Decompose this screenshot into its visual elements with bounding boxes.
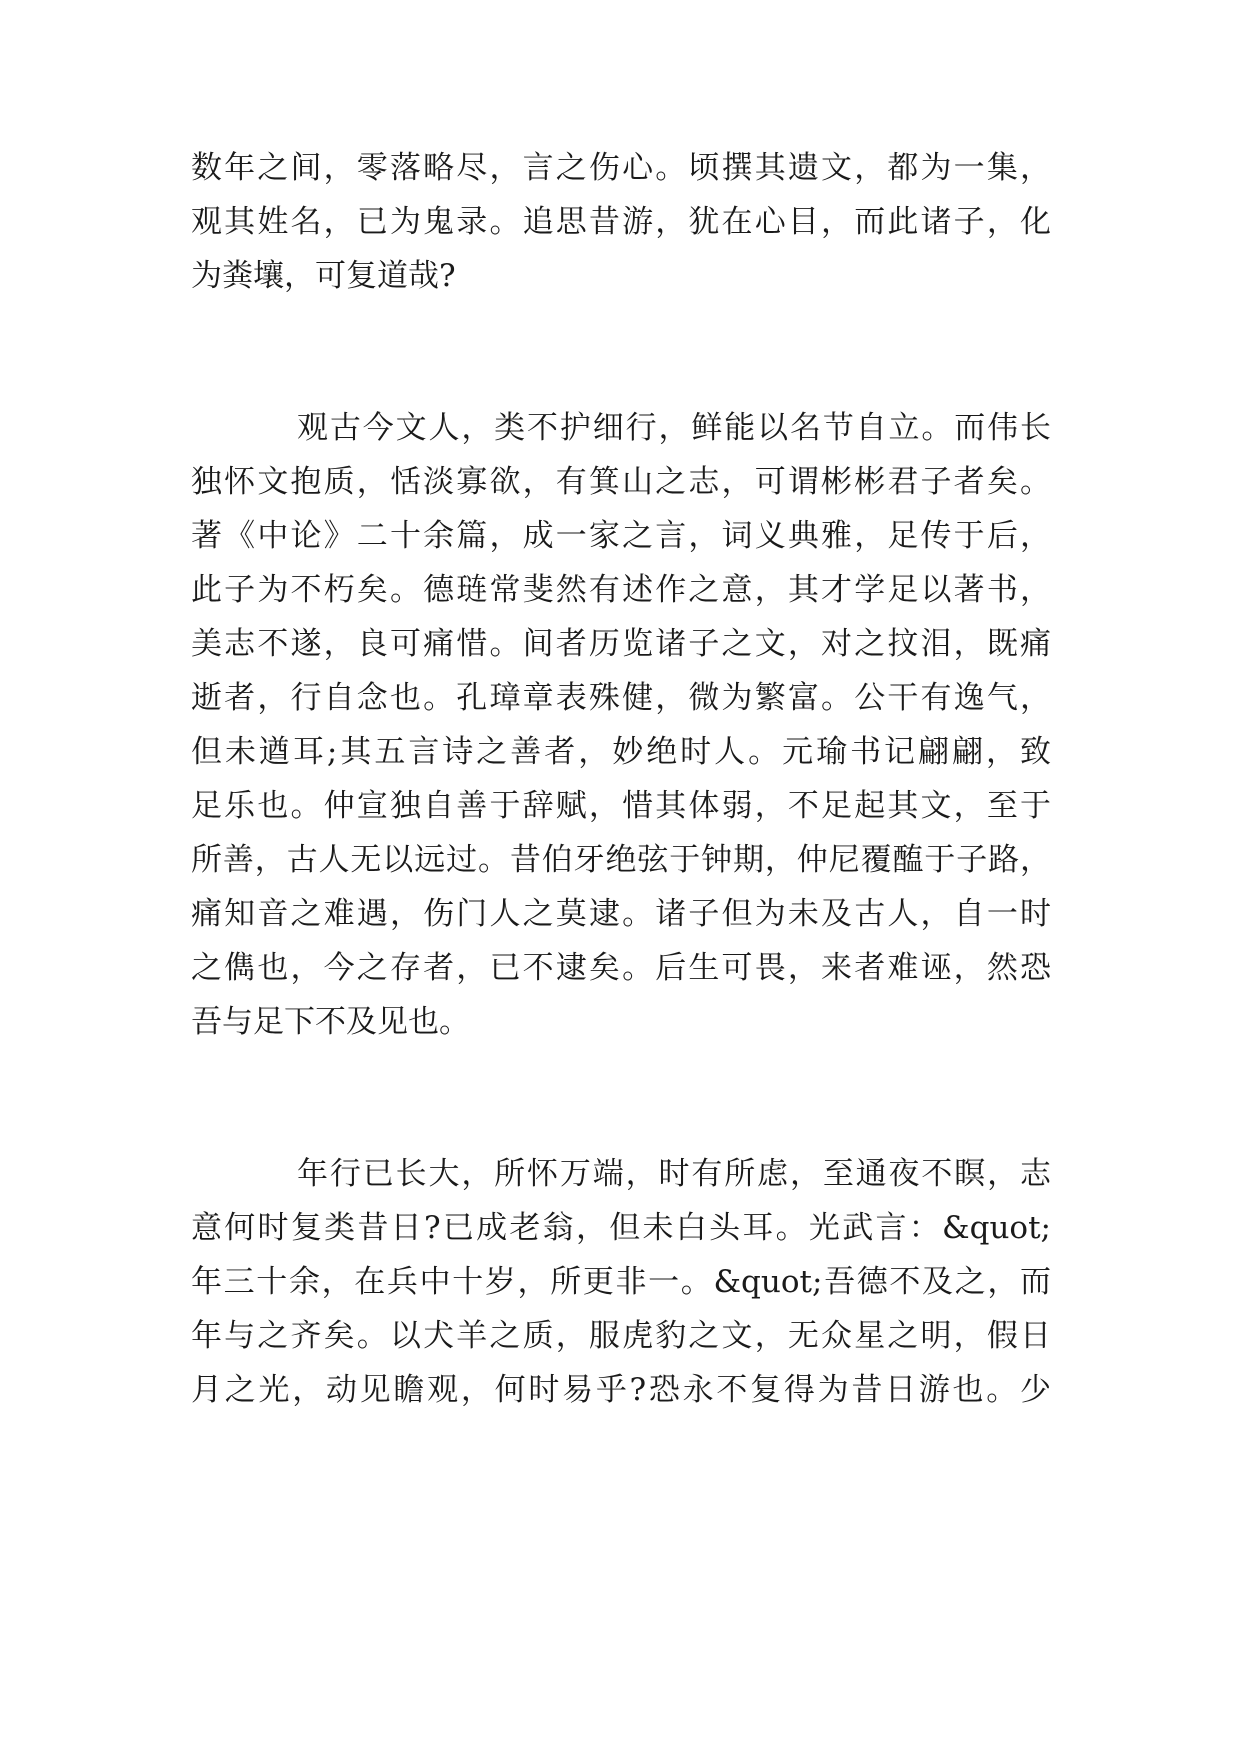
paragraph-1-line-3: 为粪壤，可复道哉? xyxy=(191,258,456,294)
paragraph-2-line-7: 但未遒耳;其五言诗之善者，妙绝时人。元瑜书记翩翩，致 xyxy=(191,734,1051,770)
paragraph-2-line-12: 吾与足下不及见也。 xyxy=(191,1004,470,1040)
paragraph-2-line-6: 逝者，行自念也。孔璋章表殊健，微为繁富。公干有逸气， xyxy=(191,680,1051,716)
paragraph-3-line-2: 意何时复类昔日?已成老翁，但未白头耳。光武言：&quot; xyxy=(191,1210,1051,1246)
paragraph-3-line-1: 年行已长大，所怀万端，时有所虑，至通夜不瞑，志 xyxy=(297,1156,1051,1192)
paragraph-2-line-2: 独怀文抱质，恬淡寡欲，有箕山之志，可谓彬彬君子者矣。 xyxy=(191,464,1051,500)
paragraph-2-line-10: 痛知音之难遇，伤门人之莫逮。诸子但为未及古人，自一时 xyxy=(191,896,1051,932)
paragraph-2-line-1: 观古今文人，类不护细行，鲜能以名节自立。而伟长 xyxy=(297,410,1051,446)
paragraph-2-line-11: 之儁也，今之存者，已不逮矣。后生可畏，来者难诬，然恐 xyxy=(191,950,1051,986)
paragraph-1-line-2: 观其姓名，已为鬼录。追思昔游，犹在心目，而此诸子，化 xyxy=(191,204,1051,240)
paragraph-3-line-4: 年与之齐矣。以犬羊之质，服虎豹之文，无众星之明，假日 xyxy=(191,1318,1051,1354)
paragraph-2-line-4: 此子为不朽矣。德琏常斐然有述作之意，其才学足以著书， xyxy=(191,572,1051,608)
paragraph-2-line-3: 著《中论》二十余篇，成一家之言，词义典雅，足传于后， xyxy=(191,518,1051,554)
paragraph-3-line-5: 月之光，动见瞻观，何时易乎?恐永不复得为昔日游也。少 xyxy=(191,1372,1051,1408)
paragraph-3-line-3: 年三十余，在兵中十岁，所更非一。&quot;吾德不及之，而 xyxy=(191,1264,1051,1300)
paragraph-2-line-9: 所善，古人无以远过。昔伯牙绝弦于钟期，仲尼覆醢于子路， xyxy=(191,842,1051,878)
paragraph-1-line-1: 数年之间，零落略尽，言之伤心。顷撰其遗文，都为一集， xyxy=(191,150,1051,186)
paragraph-2-line-5: 美志不遂，良可痛惜。间者历览诸子之文，对之抆泪，既痛 xyxy=(191,626,1051,662)
paragraph-2-line-8: 足乐也。仲宣独自善于辞赋，惜其体弱，不足起其文，至于 xyxy=(191,788,1051,824)
